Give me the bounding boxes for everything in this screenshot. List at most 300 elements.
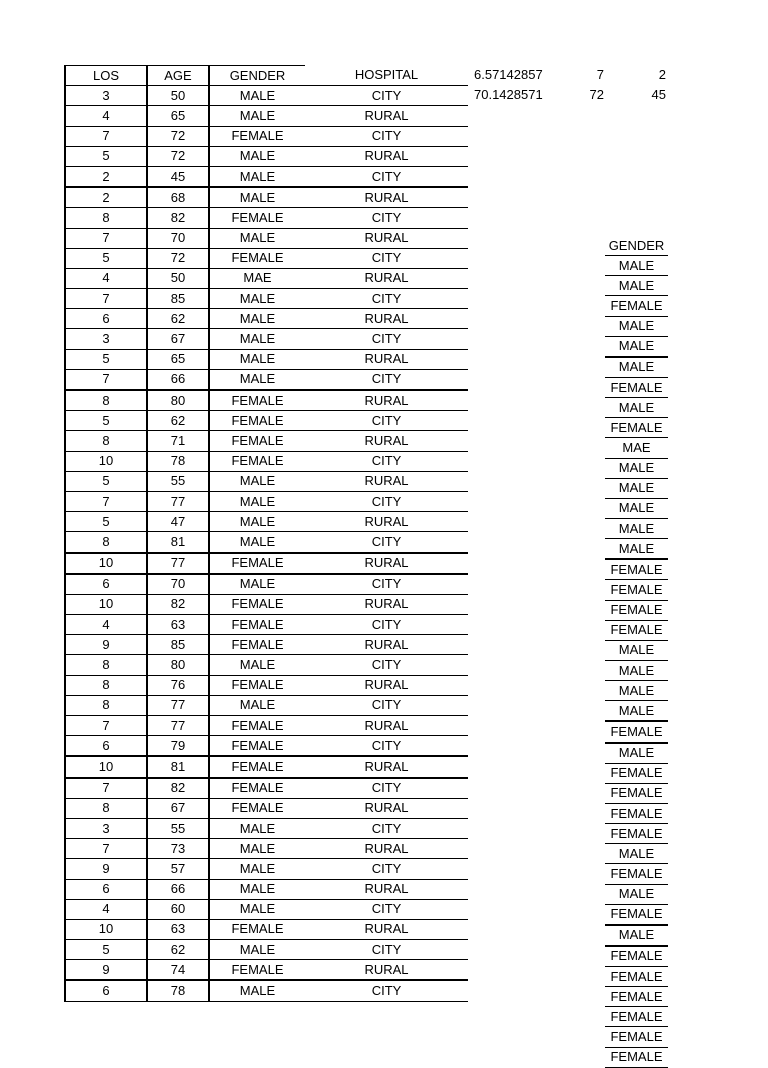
cell-hospital[interactable]: CITY bbox=[305, 778, 468, 799]
cell-los[interactable]: 8 bbox=[65, 798, 147, 818]
table-row bbox=[65, 756, 468, 777]
gender-value-cell[interactable]: MALE bbox=[605, 539, 668, 560]
cell-age[interactable]: 85 bbox=[147, 635, 209, 655]
cell-hospital[interactable]: RURAL bbox=[305, 228, 468, 248]
cell-gender[interactable]: MALE bbox=[209, 512, 305, 532]
cell-age[interactable]: 77 bbox=[147, 695, 209, 715]
cell-age[interactable]: 50 bbox=[147, 86, 209, 106]
cell-hospital[interactable]: CITY bbox=[305, 491, 468, 511]
cell-age[interactable]: 78 bbox=[147, 980, 209, 1001]
cell-gender[interactable]: MALE bbox=[209, 289, 305, 309]
cell-age[interactable]: 82 bbox=[147, 208, 209, 228]
cell-gender[interactable]: MALE bbox=[209, 166, 305, 187]
table-row bbox=[65, 349, 468, 369]
cell-hospital[interactable]: RURAL bbox=[305, 268, 468, 288]
stat-los-median[interactable]: 7 bbox=[596, 67, 604, 82]
table-row bbox=[65, 390, 468, 411]
cell-los[interactable]: 5 bbox=[65, 940, 147, 960]
cell-gender[interactable]: MALE bbox=[209, 491, 305, 511]
gender-column-row bbox=[605, 276, 668, 296]
table-row bbox=[65, 818, 468, 838]
cell-gender[interactable]: FEMALE bbox=[209, 716, 305, 736]
cell-age[interactable]: 70 bbox=[147, 574, 209, 595]
cell-gender[interactable]: MALE bbox=[209, 228, 305, 248]
gender-column-row bbox=[605, 580, 668, 600]
cell-age[interactable]: 79 bbox=[147, 736, 209, 757]
gender-value-cell[interactable]: MALE bbox=[605, 884, 668, 904]
table-row bbox=[65, 635, 468, 655]
table-row bbox=[65, 289, 468, 309]
cell-age[interactable]: 82 bbox=[147, 594, 209, 614]
cell-age[interactable]: 72 bbox=[147, 248, 209, 268]
gender-column-row bbox=[605, 336, 668, 357]
cell-los[interactable]: 7 bbox=[65, 369, 147, 390]
gender-value-cell[interactable]: MALE bbox=[605, 660, 668, 680]
cell-gender[interactable]: FEMALE bbox=[209, 960, 305, 981]
cell-los[interactable]: 8 bbox=[65, 390, 147, 411]
cell-hospital[interactable]: CITY bbox=[305, 369, 468, 390]
gender-column-row bbox=[605, 458, 668, 478]
cell-hospital[interactable]: CITY bbox=[305, 166, 468, 187]
table-row bbox=[65, 980, 468, 1001]
stat-los-min[interactable]: 2 bbox=[658, 67, 666, 82]
cell-los[interactable]: 5 bbox=[65, 471, 147, 491]
gender-value-cell[interactable]: MAE bbox=[605, 438, 668, 458]
cell-los[interactable]: 8 bbox=[65, 208, 147, 228]
gender-value-cell[interactable]: FEMALE bbox=[605, 783, 668, 803]
cell-los[interactable]: 10 bbox=[65, 919, 147, 939]
cell-hospital[interactable]: RURAL bbox=[305, 756, 468, 777]
gender-value-cell[interactable]: FEMALE bbox=[605, 721, 668, 742]
cell-hospital[interactable]: CITY bbox=[305, 695, 468, 715]
table-row bbox=[65, 411, 468, 431]
gender-value-cell[interactable]: FEMALE bbox=[605, 864, 668, 884]
cell-hospital[interactable]: CITY bbox=[305, 248, 468, 268]
gender-column-row bbox=[605, 904, 668, 925]
cell-los[interactable]: 4 bbox=[65, 268, 147, 288]
table-row bbox=[65, 309, 468, 329]
cell-age[interactable]: 55 bbox=[147, 471, 209, 491]
gender-value-cell[interactable]: FEMALE bbox=[605, 620, 668, 640]
cell-hospital[interactable]: CITY bbox=[305, 126, 468, 146]
table-row bbox=[65, 574, 468, 595]
table-row bbox=[65, 228, 468, 248]
gender-value-cell[interactable]: FEMALE bbox=[605, 987, 668, 1007]
cell-age[interactable]: 62 bbox=[147, 940, 209, 960]
cell-hospital[interactable]: RURAL bbox=[305, 553, 468, 574]
cell-gender[interactable]: FEMALE bbox=[209, 615, 305, 635]
cell-gender[interactable]: MALE bbox=[209, 86, 305, 106]
cell-hospital[interactable]: CITY bbox=[305, 940, 468, 960]
cell-los[interactable]: 9 bbox=[65, 635, 147, 655]
gender-value-cell[interactable]: MALE bbox=[605, 316, 668, 336]
gender-column-row bbox=[605, 559, 668, 580]
gender-column-row bbox=[605, 987, 668, 1007]
gender-value-cell[interactable]: FEMALE bbox=[605, 946, 668, 967]
cell-age[interactable]: 76 bbox=[147, 675, 209, 695]
cell-hospital[interactable]: CITY bbox=[305, 289, 468, 309]
cell-age[interactable]: 62 bbox=[147, 411, 209, 431]
gender-column-row bbox=[605, 763, 668, 783]
cell-age[interactable]: 57 bbox=[147, 859, 209, 879]
cell-age[interactable]: 77 bbox=[147, 491, 209, 511]
cell-gender[interactable]: FEMALE bbox=[209, 778, 305, 799]
cell-hospital[interactable]: CITY bbox=[305, 86, 468, 106]
cell-age[interactable]: 66 bbox=[147, 369, 209, 390]
cell-hospital[interactable]: RURAL bbox=[305, 146, 468, 166]
cell-age[interactable]: 68 bbox=[147, 187, 209, 208]
cell-gender[interactable]: FEMALE bbox=[209, 431, 305, 451]
gender-value-cell[interactable]: FEMALE bbox=[605, 967, 668, 987]
cell-hospital[interactable]: RURAL bbox=[305, 106, 468, 126]
cell-gender[interactable]: FEMALE bbox=[209, 208, 305, 228]
cell-gender[interactable]: MALE bbox=[209, 187, 305, 208]
cell-hospital[interactable]: RURAL bbox=[305, 960, 468, 981]
cell-age[interactable]: 45 bbox=[147, 166, 209, 187]
stat-los-mean[interactable]: 6.57142857 bbox=[474, 67, 543, 82]
cell-los[interactable]: 8 bbox=[65, 675, 147, 695]
table-row bbox=[65, 879, 468, 899]
gender-column-row bbox=[605, 925, 668, 946]
cell-hospital[interactable]: CITY bbox=[305, 655, 468, 675]
table-row bbox=[65, 594, 468, 614]
cell-gender[interactable]: FEMALE bbox=[209, 675, 305, 695]
cell-los[interactable]: 7 bbox=[65, 839, 147, 859]
gender-column-row bbox=[605, 518, 668, 538]
table-row bbox=[65, 778, 468, 799]
cell-hospital[interactable]: RURAL bbox=[305, 879, 468, 899]
cell-hospital[interactable]: CITY bbox=[305, 532, 468, 553]
cell-hospital[interactable]: CITY bbox=[305, 859, 468, 879]
cell-gender[interactable]: MALE bbox=[209, 899, 305, 919]
cell-hospital[interactable]: RURAL bbox=[305, 512, 468, 532]
cell-los[interactable]: 10 bbox=[65, 594, 147, 614]
gender-column-row bbox=[605, 377, 668, 397]
cell-age[interactable]: 80 bbox=[147, 655, 209, 675]
data-table bbox=[64, 65, 468, 1002]
cell-hospital[interactable]: RURAL bbox=[305, 919, 468, 939]
header-gender[interactable]: GENDER bbox=[209, 66, 305, 86]
table-row bbox=[65, 491, 468, 511]
cell-los[interactable]: 9 bbox=[65, 859, 147, 879]
gender-column-row bbox=[605, 721, 668, 742]
table-row bbox=[65, 695, 468, 715]
cell-age[interactable]: 60 bbox=[147, 899, 209, 919]
data-table-body bbox=[65, 66, 468, 1002]
cell-gender[interactable]: MALE bbox=[209, 329, 305, 349]
gender-column-row bbox=[605, 478, 668, 498]
cell-los[interactable]: 10 bbox=[65, 451, 147, 471]
table-row bbox=[65, 431, 468, 451]
gender-value-cell[interactable]: MALE bbox=[605, 743, 668, 764]
cell-age[interactable]: 81 bbox=[147, 532, 209, 553]
cell-hospital[interactable]: CITY bbox=[305, 818, 468, 838]
cell-age[interactable]: 71 bbox=[147, 431, 209, 451]
cell-gender[interactable]: FEMALE bbox=[209, 553, 305, 574]
table-row bbox=[65, 208, 468, 228]
cell-gender[interactable]: MALE bbox=[209, 471, 305, 491]
gender-value-cell[interactable]: FEMALE bbox=[605, 377, 668, 397]
gender-column-row bbox=[605, 864, 668, 884]
cell-hospital[interactable]: CITY bbox=[305, 451, 468, 471]
cell-los[interactable]: 6 bbox=[65, 879, 147, 899]
cell-gender[interactable]: FEMALE bbox=[209, 248, 305, 268]
cell-age[interactable]: 72 bbox=[147, 146, 209, 166]
gender-column-row bbox=[605, 967, 668, 987]
cell-hospital[interactable]: CITY bbox=[305, 208, 468, 228]
cell-los[interactable]: 2 bbox=[65, 187, 147, 208]
gender-value-cell[interactable]: MALE bbox=[605, 498, 668, 518]
table-row bbox=[65, 106, 468, 126]
cell-gender[interactable]: FEMALE bbox=[209, 126, 305, 146]
cell-los[interactable]: 7 bbox=[65, 491, 147, 511]
table-row bbox=[65, 86, 468, 106]
gender-value-cell[interactable]: MALE bbox=[605, 276, 668, 296]
header-hospital[interactable]: HOSPITAL bbox=[305, 66, 468, 86]
cell-gender[interactable]: MALE bbox=[209, 879, 305, 899]
cell-age[interactable]: 74 bbox=[147, 960, 209, 981]
cell-gender[interactable]: FEMALE bbox=[209, 411, 305, 431]
cell-hospital[interactable]: RURAL bbox=[305, 716, 468, 736]
gender-value-cell[interactable]: MALE bbox=[605, 640, 668, 660]
cell-hospital[interactable]: RURAL bbox=[305, 839, 468, 859]
gender-column-row bbox=[605, 884, 668, 904]
cell-hospital[interactable]: RURAL bbox=[305, 390, 468, 411]
table-row bbox=[65, 471, 468, 491]
cell-gender[interactable]: MALE bbox=[209, 839, 305, 859]
gender-column-row bbox=[605, 701, 668, 722]
gender-value-cell[interactable]: MALE bbox=[605, 518, 668, 538]
table-row bbox=[65, 798, 468, 818]
table-row bbox=[65, 899, 468, 919]
cell-los[interactable]: 5 bbox=[65, 349, 147, 369]
cell-los[interactable]: 4 bbox=[65, 615, 147, 635]
cell-gender[interactable]: FEMALE bbox=[209, 390, 305, 411]
gender-column-body bbox=[605, 236, 668, 1067]
cell-hospital[interactable]: RURAL bbox=[305, 309, 468, 329]
gender-column-row bbox=[605, 438, 668, 458]
cell-age[interactable]: 70 bbox=[147, 228, 209, 248]
cell-los[interactable]: 5 bbox=[65, 248, 147, 268]
cell-los[interactable]: 3 bbox=[65, 818, 147, 838]
cell-los[interactable]: 10 bbox=[65, 756, 147, 777]
cell-los[interactable]: 8 bbox=[65, 655, 147, 675]
cell-los[interactable]: 6 bbox=[65, 736, 147, 757]
cell-hospital[interactable]: RURAL bbox=[305, 594, 468, 614]
gender-column-row bbox=[605, 398, 668, 418]
gender-value-cell[interactable]: MALE bbox=[605, 398, 668, 418]
gender-column-row bbox=[605, 1027, 668, 1047]
gender-value-cell[interactable]: MALE bbox=[605, 844, 668, 864]
cell-gender[interactable]: FEMALE bbox=[209, 919, 305, 939]
table-row bbox=[65, 146, 468, 166]
gender-value-cell[interactable]: FEMALE bbox=[605, 1007, 668, 1027]
gender-column-header[interactable]: GENDER bbox=[605, 236, 668, 256]
cell-hospital[interactable]: RURAL bbox=[305, 187, 468, 208]
cell-age[interactable]: 77 bbox=[147, 553, 209, 574]
gender-column-row bbox=[605, 357, 668, 378]
gender-column-row bbox=[605, 256, 668, 276]
cell-los[interactable]: 4 bbox=[65, 106, 147, 126]
gender-value-cell[interactable]: FEMALE bbox=[605, 1047, 668, 1067]
cell-age[interactable]: 85 bbox=[147, 289, 209, 309]
cell-los[interactable]: 9 bbox=[65, 960, 147, 981]
gender-value-cell[interactable]: FEMALE bbox=[605, 1027, 668, 1047]
gender-column-row bbox=[605, 498, 668, 518]
gender-column-row bbox=[605, 600, 668, 620]
cell-age[interactable]: 66 bbox=[147, 879, 209, 899]
stat-age-min[interactable]: 45 bbox=[651, 87, 666, 102]
gender-column-row bbox=[605, 620, 668, 640]
cell-los[interactable]: 6 bbox=[65, 980, 147, 1001]
cell-los[interactable]: 7 bbox=[65, 716, 147, 736]
cell-gender[interactable]: FEMALE bbox=[209, 736, 305, 757]
cell-los[interactable]: 7 bbox=[65, 228, 147, 248]
cell-age[interactable]: 67 bbox=[147, 329, 209, 349]
cell-age[interactable]: 62 bbox=[147, 309, 209, 329]
gender-column-row bbox=[605, 640, 668, 660]
gender-value-cell[interactable]: MALE bbox=[605, 478, 668, 498]
cell-hospital[interactable]: CITY bbox=[305, 411, 468, 431]
table-header-row bbox=[65, 66, 468, 86]
cell-hospital[interactable]: CITY bbox=[305, 899, 468, 919]
cell-gender[interactable]: MALE bbox=[209, 369, 305, 390]
cell-age[interactable]: 81 bbox=[147, 756, 209, 777]
cell-age[interactable]: 63 bbox=[147, 919, 209, 939]
cell-los[interactable]: 7 bbox=[65, 778, 147, 799]
gender-value-cell[interactable]: MALE bbox=[605, 458, 668, 478]
gender-column-row bbox=[605, 844, 668, 864]
cell-hospital[interactable]: RURAL bbox=[305, 635, 468, 655]
cell-gender[interactable]: MALE bbox=[209, 818, 305, 838]
cell-hospital[interactable]: RURAL bbox=[305, 431, 468, 451]
cell-age[interactable]: 65 bbox=[147, 349, 209, 369]
gender-value-cell[interactable]: FEMALE bbox=[605, 580, 668, 600]
gender-value-cell[interactable]: FEMALE bbox=[605, 296, 668, 316]
cell-gender[interactable]: MALE bbox=[209, 309, 305, 329]
cell-gender[interactable]: FEMALE bbox=[209, 798, 305, 818]
cell-gender[interactable]: MALE bbox=[209, 695, 305, 715]
cell-age[interactable]: 80 bbox=[147, 390, 209, 411]
header-los[interactable]: LOS bbox=[65, 66, 147, 86]
gender-value-cell[interactable]: MALE bbox=[605, 336, 668, 357]
cell-age[interactable]: 82 bbox=[147, 778, 209, 799]
gender-column-row bbox=[605, 418, 668, 438]
table-row bbox=[65, 675, 468, 695]
cell-gender[interactable]: FEMALE bbox=[209, 635, 305, 655]
cell-los[interactable]: 6 bbox=[65, 574, 147, 595]
cell-los[interactable]: 7 bbox=[65, 126, 147, 146]
table-row bbox=[65, 859, 468, 879]
cell-los[interactable]: 7 bbox=[65, 289, 147, 309]
cell-los[interactable]: 6 bbox=[65, 309, 147, 329]
cell-age[interactable]: 63 bbox=[147, 615, 209, 635]
stat-age-mean[interactable]: 70.1428571 bbox=[474, 87, 543, 102]
gender-value-cell[interactable]: FEMALE bbox=[605, 600, 668, 620]
cell-age[interactable]: 65 bbox=[147, 106, 209, 126]
gender-value-cell[interactable]: FEMALE bbox=[605, 559, 668, 580]
cell-hospital[interactable]: RURAL bbox=[305, 675, 468, 695]
cell-age[interactable]: 73 bbox=[147, 839, 209, 859]
cell-gender[interactable]: MALE bbox=[209, 532, 305, 553]
cell-age[interactable]: 55 bbox=[147, 818, 209, 838]
table-row bbox=[65, 919, 468, 939]
cell-los[interactable]: 4 bbox=[65, 899, 147, 919]
gender-value-cell[interactable]: MALE bbox=[605, 256, 668, 276]
cell-gender[interactable]: MALE bbox=[209, 940, 305, 960]
table-row bbox=[65, 329, 468, 349]
cell-gender[interactable]: MALE bbox=[209, 980, 305, 1001]
table-row bbox=[65, 248, 468, 268]
gender-value-cell[interactable]: MALE bbox=[605, 357, 668, 378]
cell-gender[interactable]: MAE bbox=[209, 268, 305, 288]
cell-gender[interactable]: MALE bbox=[209, 349, 305, 369]
cell-hospital[interactable]: CITY bbox=[305, 615, 468, 635]
cell-los[interactable]: 8 bbox=[65, 431, 147, 451]
gender-value-cell[interactable]: FEMALE bbox=[605, 418, 668, 438]
cell-los[interactable]: 10 bbox=[65, 553, 147, 574]
gender-value-cell[interactable]: MALE bbox=[605, 925, 668, 946]
cell-gender[interactable]: FEMALE bbox=[209, 756, 305, 777]
cell-age[interactable]: 72 bbox=[147, 126, 209, 146]
cell-los[interactable]: 8 bbox=[65, 695, 147, 715]
cell-los[interactable]: 2 bbox=[65, 166, 147, 187]
cell-age[interactable]: 78 bbox=[147, 451, 209, 471]
gender-value-cell[interactable]: FEMALE bbox=[605, 904, 668, 925]
table-row bbox=[65, 736, 468, 757]
cell-gender[interactable]: FEMALE bbox=[209, 594, 305, 614]
cell-hospital[interactable]: CITY bbox=[305, 574, 468, 595]
cell-los[interactable]: 3 bbox=[65, 329, 147, 349]
cell-hospital[interactable]: RURAL bbox=[305, 471, 468, 491]
cell-hospital[interactable]: RURAL bbox=[305, 349, 468, 369]
cell-gender[interactable]: MALE bbox=[209, 655, 305, 675]
cell-age[interactable]: 47 bbox=[147, 512, 209, 532]
cell-los[interactable]: 5 bbox=[65, 146, 147, 166]
cell-los[interactable]: 8 bbox=[65, 532, 147, 553]
cell-gender[interactable]: MALE bbox=[209, 574, 305, 595]
cell-gender[interactable]: MALE bbox=[209, 859, 305, 879]
cell-age[interactable]: 77 bbox=[147, 716, 209, 736]
cell-age[interactable]: 67 bbox=[147, 798, 209, 818]
gender-value-cell[interactable]: FEMALE bbox=[605, 803, 668, 823]
gender-value-cell[interactable]: MALE bbox=[605, 701, 668, 722]
cell-hospital[interactable]: CITY bbox=[305, 329, 468, 349]
cell-hospital[interactable]: CITY bbox=[305, 980, 468, 1001]
table-row bbox=[65, 512, 468, 532]
stat-age-median[interactable]: 72 bbox=[589, 87, 604, 102]
cell-hospital[interactable]: RURAL bbox=[305, 798, 468, 818]
gender-value-cell[interactable]: MALE bbox=[605, 681, 668, 701]
gender-value-cell[interactable]: FEMALE bbox=[605, 763, 668, 783]
cell-gender[interactable]: MALE bbox=[209, 146, 305, 166]
cell-gender[interactable]: FEMALE bbox=[209, 451, 305, 471]
cell-gender[interactable]: MALE bbox=[209, 106, 305, 126]
cell-hospital[interactable]: CITY bbox=[305, 736, 468, 757]
cell-los[interactable]: 5 bbox=[65, 512, 147, 532]
table-row bbox=[65, 532, 468, 553]
table-row bbox=[65, 369, 468, 390]
gender-column-row bbox=[605, 660, 668, 680]
gender-column-row bbox=[605, 946, 668, 967]
cell-age[interactable]: 50 bbox=[147, 268, 209, 288]
header-age[interactable]: AGE bbox=[147, 66, 209, 86]
table-row bbox=[65, 268, 468, 288]
gender-value-cell[interactable]: FEMALE bbox=[605, 824, 668, 844]
gender-column-row bbox=[605, 743, 668, 764]
cell-los[interactable]: 5 bbox=[65, 411, 147, 431]
cell-los[interactable]: 3 bbox=[65, 86, 147, 106]
